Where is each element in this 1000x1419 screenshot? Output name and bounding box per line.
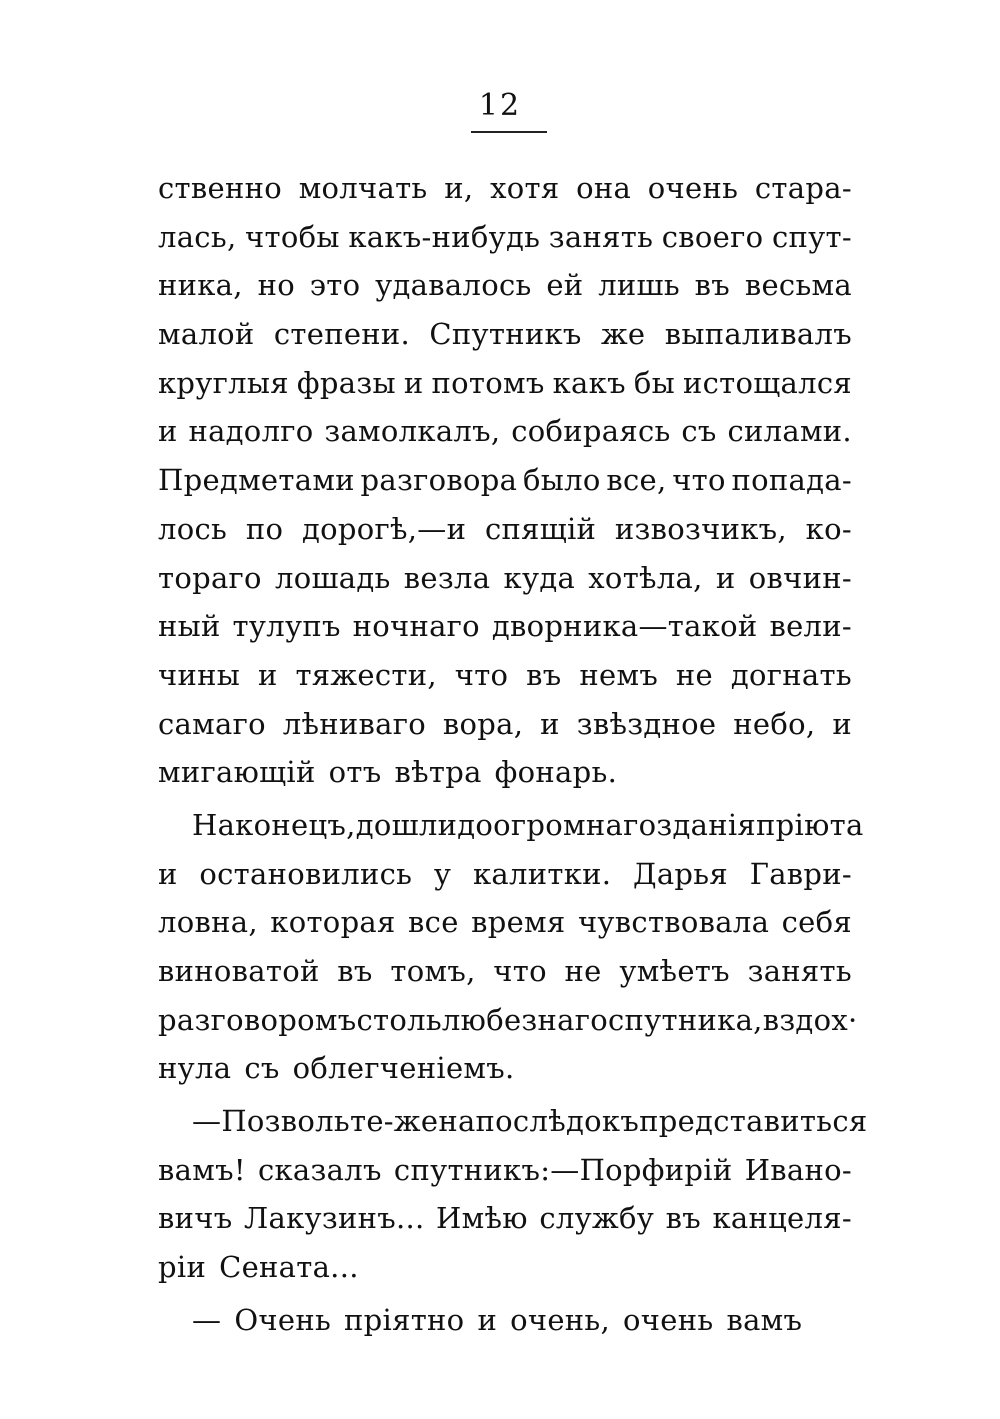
word: занять (548, 219, 654, 254)
word: дорогѣ,—и (301, 511, 467, 546)
text-line (158, 1300, 852, 1349)
word: напослѣдокъ (438, 1104, 640, 1139)
word: все, (606, 463, 667, 498)
word: и (158, 856, 178, 891)
word: вели- (769, 609, 852, 644)
text-line (158, 655, 852, 704)
text-line (158, 606, 852, 655)
text-line (158, 411, 852, 460)
word: въ (337, 954, 373, 988)
text-line (158, 363, 852, 412)
word: отъ (328, 755, 382, 790)
word: Очень (234, 1302, 332, 1337)
word: спутникъ:—Порфирій (393, 1152, 733, 1187)
word: малой (158, 317, 255, 352)
word: лишь (598, 268, 680, 303)
word: немъ (579, 657, 659, 692)
text-line (158, 704, 852, 753)
word: чтобы (245, 219, 340, 254)
word: Наконецъ, (192, 807, 356, 842)
word: ночнаго (352, 609, 480, 644)
word: хотѣла, (588, 560, 703, 595)
word: сказалъ (257, 1152, 382, 1187)
text-line (158, 265, 852, 314)
text-line (158, 1150, 852, 1199)
paragraph (158, 168, 852, 801)
word: стара- (754, 171, 852, 205)
word: зданія (656, 807, 757, 842)
word: остановились (199, 856, 413, 891)
word: и (832, 706, 852, 741)
word: канцеля- (712, 1201, 852, 1236)
word: томъ, (390, 954, 476, 988)
text-line (158, 752, 852, 801)
word: хотя (490, 171, 560, 205)
word: лѣниваго (282, 706, 426, 741)
word: ственно (158, 171, 282, 205)
word: нула (158, 1051, 232, 1086)
word: но (257, 268, 295, 303)
word: чувствовала (577, 905, 770, 940)
word: себя (781, 905, 852, 940)
word: же (600, 317, 646, 352)
text-line (158, 854, 852, 903)
word: очень (623, 1302, 714, 1337)
word: и (540, 706, 560, 741)
word: надолго (188, 414, 314, 449)
word: въ (665, 1201, 701, 1236)
paragraph (158, 1101, 868, 1296)
word: спут- (771, 219, 852, 254)
word: разговоромъ (158, 1002, 357, 1037)
word: Сената... (219, 1250, 359, 1285)
word: лошадь (275, 560, 391, 595)
word: лась, (158, 219, 237, 254)
word: попада- (731, 463, 852, 498)
word: вамъ (726, 1302, 803, 1337)
word: ко- (805, 511, 852, 546)
word: Предметами (158, 463, 355, 498)
text-line (158, 460, 852, 509)
text-line (158, 1247, 852, 1296)
word: занять (747, 954, 852, 988)
word: все (408, 905, 459, 940)
word: весьма (744, 268, 852, 303)
word: выпаливалъ (664, 317, 852, 352)
word: она (576, 171, 632, 205)
word: Лакузинъ... (243, 1201, 425, 1236)
word: везла (403, 560, 491, 595)
text-line (158, 217, 852, 266)
word: службу (539, 1201, 655, 1236)
word: и, (444, 171, 474, 205)
word: и (158, 414, 178, 449)
word: вѣтра (394, 755, 482, 790)
word: потомъ (431, 365, 545, 400)
word: круглыя (158, 365, 289, 400)
word: вздох· (762, 1002, 858, 1037)
word: чины (158, 657, 241, 692)
word: замолкалъ, (324, 414, 501, 449)
word: какъ (552, 365, 626, 400)
word: своего (661, 219, 764, 254)
text-line (158, 805, 864, 854)
text-line (158, 1000, 858, 1049)
word: лось (158, 511, 228, 546)
text-line (158, 1198, 852, 1247)
word: Дарья (632, 856, 728, 891)
word: Позвольте-же (221, 1104, 439, 1139)
word: по (245, 511, 284, 546)
word: пріятно (344, 1302, 465, 1337)
word: ріи (158, 1250, 207, 1285)
word: виноватой (158, 954, 320, 988)
word: дворника—такой (491, 609, 758, 644)
paragraph (158, 805, 864, 1097)
word: и (715, 560, 736, 595)
word: время (471, 905, 566, 940)
word: догнать (730, 657, 852, 692)
word: дошли (355, 807, 458, 842)
word: это (309, 268, 361, 303)
word: ника, (158, 268, 243, 303)
word: было (522, 463, 601, 498)
word: небо, (733, 706, 816, 741)
text-line (158, 951, 852, 1000)
word: въ (526, 657, 562, 692)
word: Спутникъ (429, 317, 582, 352)
word: представиться (639, 1104, 868, 1139)
word: и (403, 365, 424, 400)
word: звѣздное (576, 706, 717, 741)
word: спутника, (608, 1002, 763, 1037)
word: Гаври- (749, 856, 852, 891)
word: вичъ (158, 1201, 233, 1236)
word: огромнаго (493, 807, 657, 842)
word: фонарь. (494, 755, 618, 790)
word: овчин- (748, 560, 852, 595)
text-line (158, 168, 852, 217)
word: ей (546, 268, 584, 303)
word: — (192, 1302, 222, 1337)
word: мигающій (158, 755, 316, 790)
word: тораго (158, 560, 262, 595)
word: силами. (727, 414, 852, 449)
word: что (454, 657, 509, 692)
word: Ивано- (744, 1152, 852, 1187)
word: что (493, 954, 547, 988)
text-line (158, 509, 852, 558)
word: — (192, 1104, 222, 1139)
word: тулупъ (232, 609, 341, 644)
word: собираясь (511, 414, 671, 449)
page-number-rule (471, 131, 547, 133)
word: любезнаго (441, 1002, 609, 1037)
word: фразы (296, 365, 396, 400)
word: умѣетъ (619, 954, 730, 988)
word: тяжести, (295, 657, 437, 692)
word: извозчикъ, (614, 511, 787, 546)
word: молчать (298, 171, 428, 205)
word: разговора (360, 463, 518, 498)
paragraph (158, 1300, 852, 1349)
word: съ (681, 414, 717, 449)
word: удавалось (375, 268, 532, 303)
word: которая (270, 905, 396, 940)
text-line (158, 1101, 868, 1150)
word: не (675, 657, 714, 692)
word: бы (633, 365, 675, 400)
word: куда (503, 560, 576, 595)
word: вамъ! (158, 1152, 246, 1187)
word: какъ-нибудь (348, 219, 541, 254)
word: у (433, 856, 452, 891)
word: что (672, 463, 726, 498)
word: ловна, (158, 905, 258, 940)
word: и (257, 657, 278, 692)
word: калитки. (472, 856, 612, 891)
word: пріюта (756, 807, 864, 842)
text-line (158, 558, 852, 607)
word: въ (694, 268, 731, 303)
word: съ (244, 1051, 280, 1086)
page-number: 12 (478, 88, 522, 123)
word: степени. (273, 317, 411, 352)
word: спящій (484, 511, 597, 546)
text-line (158, 1048, 852, 1097)
body-text (158, 168, 868, 1349)
word: вора, (442, 706, 524, 741)
word: Имѣю (436, 1201, 528, 1236)
word: очень, (510, 1302, 611, 1337)
word: и (477, 1302, 498, 1337)
word: ный (158, 609, 221, 644)
word: облегченіемъ. (292, 1051, 515, 1086)
text-line (158, 902, 852, 951)
word: истощался (683, 365, 852, 400)
word: не (564, 954, 602, 988)
word: самаго (158, 706, 266, 741)
word: столь (356, 1002, 442, 1037)
word: очень (647, 171, 739, 205)
text-line (158, 314, 852, 363)
word: до (457, 807, 494, 842)
